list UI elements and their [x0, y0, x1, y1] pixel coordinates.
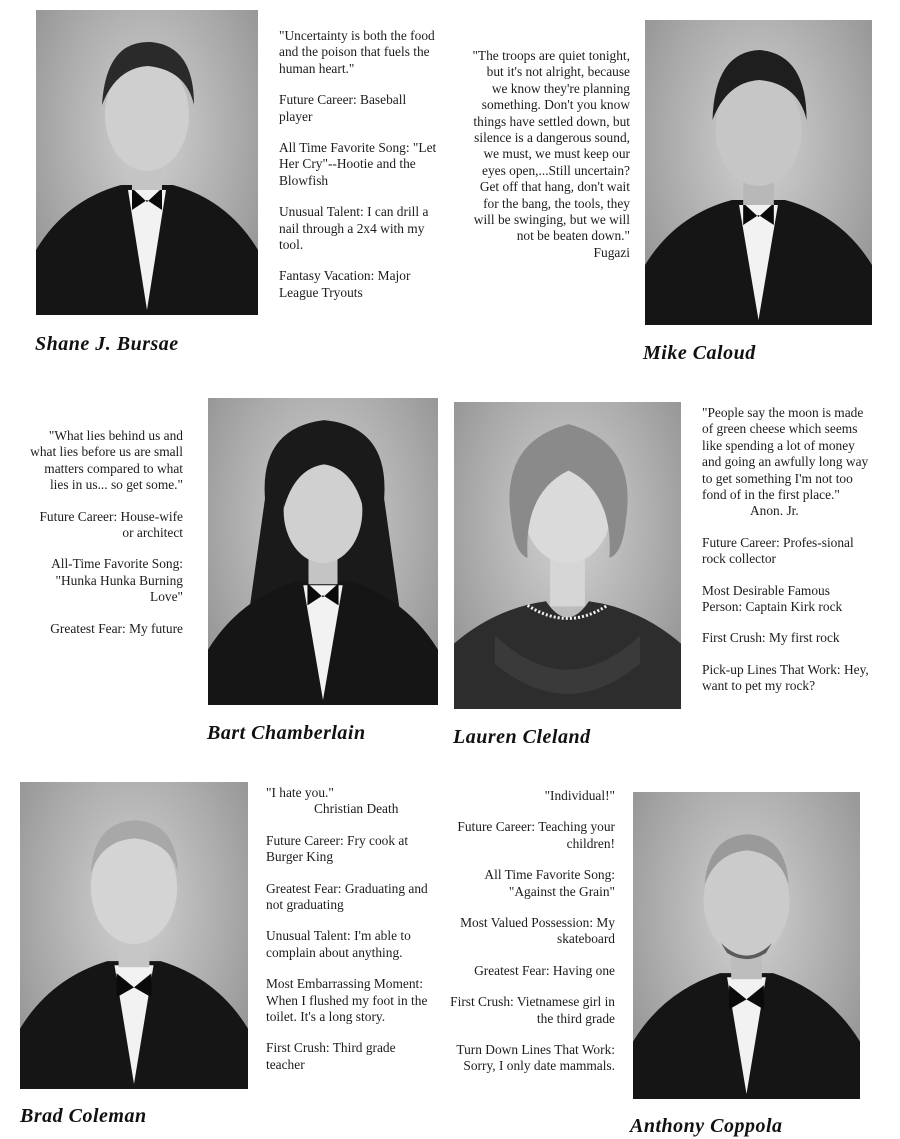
student-bio [470, 48, 630, 261]
student-name: Anthony Coppola [630, 1115, 783, 1137]
bio-quote [702, 405, 872, 520]
portrait-photo [36, 10, 258, 315]
bio-entry: Unusual Talent: I can drill a nail through a 2x4 with my tool. [279, 204, 429, 253]
bio-entry: Greatest Fear: Having one [474, 962, 615, 978]
student-bio [30, 428, 183, 637]
quote-attribution: Fugazi [593, 244, 630, 260]
bio-quote [470, 48, 630, 261]
bio-entry: Fantasy Vacation: Major League Tryouts [279, 268, 411, 300]
student-portrait-icon [454, 402, 681, 709]
bio-entry: Most Valued Possession: My skateboard [460, 915, 615, 947]
bio-entry: All Time Favorite Song: "Let Her Cry"--Hootie and the Blowfish [279, 140, 437, 188]
student-bio [450, 788, 615, 1075]
bio-entry: First Crush: Third grade teacher [266, 1040, 396, 1072]
bio-entry: "Uncertainty is both the food and the poison that fuels the human heart." [279, 28, 435, 76]
student-name: Mike Caloud [643, 342, 756, 364]
bio-entry: First Crush: My first rock [702, 630, 840, 646]
bio-entry: Most Desirable Famous Person: Captain Kirk rock [702, 582, 843, 615]
bio-entry: Greatest Fear: Graduating and not graduating [266, 880, 428, 913]
bio-entry: Greatest Fear: My future [50, 620, 183, 636]
bio-entry: Turn Down Lines That Work: Sorry, I only date mammals. [456, 1042, 615, 1074]
student-bio [702, 405, 872, 695]
bio-entry: "What lies behind us and what lies before us are small matters compared to what lies in us... so get some." [30, 428, 183, 493]
bio-entry: "Individual!" [544, 788, 615, 803]
portrait-photo [454, 402, 681, 709]
portrait-photo [633, 792, 860, 1099]
bio-quote [266, 785, 432, 818]
portrait-photo [208, 398, 438, 705]
bio-entry: Unusual Talent: I'm able to complain about anything. [266, 928, 411, 960]
quote-attribution: Christian Death [314, 801, 399, 817]
bio-entry: Future Career: Fry cook at Burger King [266, 832, 409, 865]
quote-text: "I hate you." [266, 785, 334, 800]
portrait-photo [20, 782, 248, 1089]
quote-text: "The troops are quiet tonight, but it's not alright, because we know they're planning something. Don't you know things have settled down, but silence is a dangerous sound, we must, we must keep our eyes open,...Still uncertain? Get off that hang, don't wait for the bang, the tools, they will be swinging, but we will not be beaten down." [472, 48, 630, 244]
student-portrait-icon [20, 782, 248, 1089]
bio-entry: Future Career: Baseball player [279, 92, 407, 124]
student-name: Shane J. Bursae [35, 333, 179, 355]
student-portrait-icon [36, 10, 258, 315]
student-name: Brad Coleman [20, 1105, 147, 1127]
bio-entry: Future Career: House-wife or architect [39, 508, 183, 541]
bio-entry: Future Career: Profes-sional rock collector [702, 534, 854, 567]
bio-entry: Future Career: Teaching your children! [457, 819, 615, 851]
student-bio [279, 28, 439, 301]
bio-entry: Pick-up Lines That Work: Hey, want to pet my rock? [702, 661, 869, 694]
quote-attribution: Anon. Jr. [750, 503, 799, 519]
student-bio [266, 785, 432, 1073]
bio-entry: First Crush: Vietnamese girl in the third grade [450, 994, 615, 1026]
portrait-photo [645, 20, 872, 325]
student-portrait-icon [645, 20, 872, 325]
student-name: Lauren Cleland [453, 726, 591, 748]
quote-text: "People say the moon is made of green cheese which seems like spending a lot of money and going an awfully long way to get something I'm not too fond of in the first place." [702, 405, 869, 503]
student-name: Bart Chamberlain [207, 722, 366, 744]
student-portrait-icon [208, 398, 438, 705]
student-portrait-icon [633, 792, 860, 1099]
bio-entry: All Time Favorite Song: "Against the Grain" [484, 867, 615, 899]
bio-entry: Most Embarrassing Moment: When I flushed my foot in the toilet. It's a long story. [266, 976, 428, 1025]
bio-entry: All-Time Favorite Song: "Hunka Hunka Burning Love" [51, 556, 183, 605]
